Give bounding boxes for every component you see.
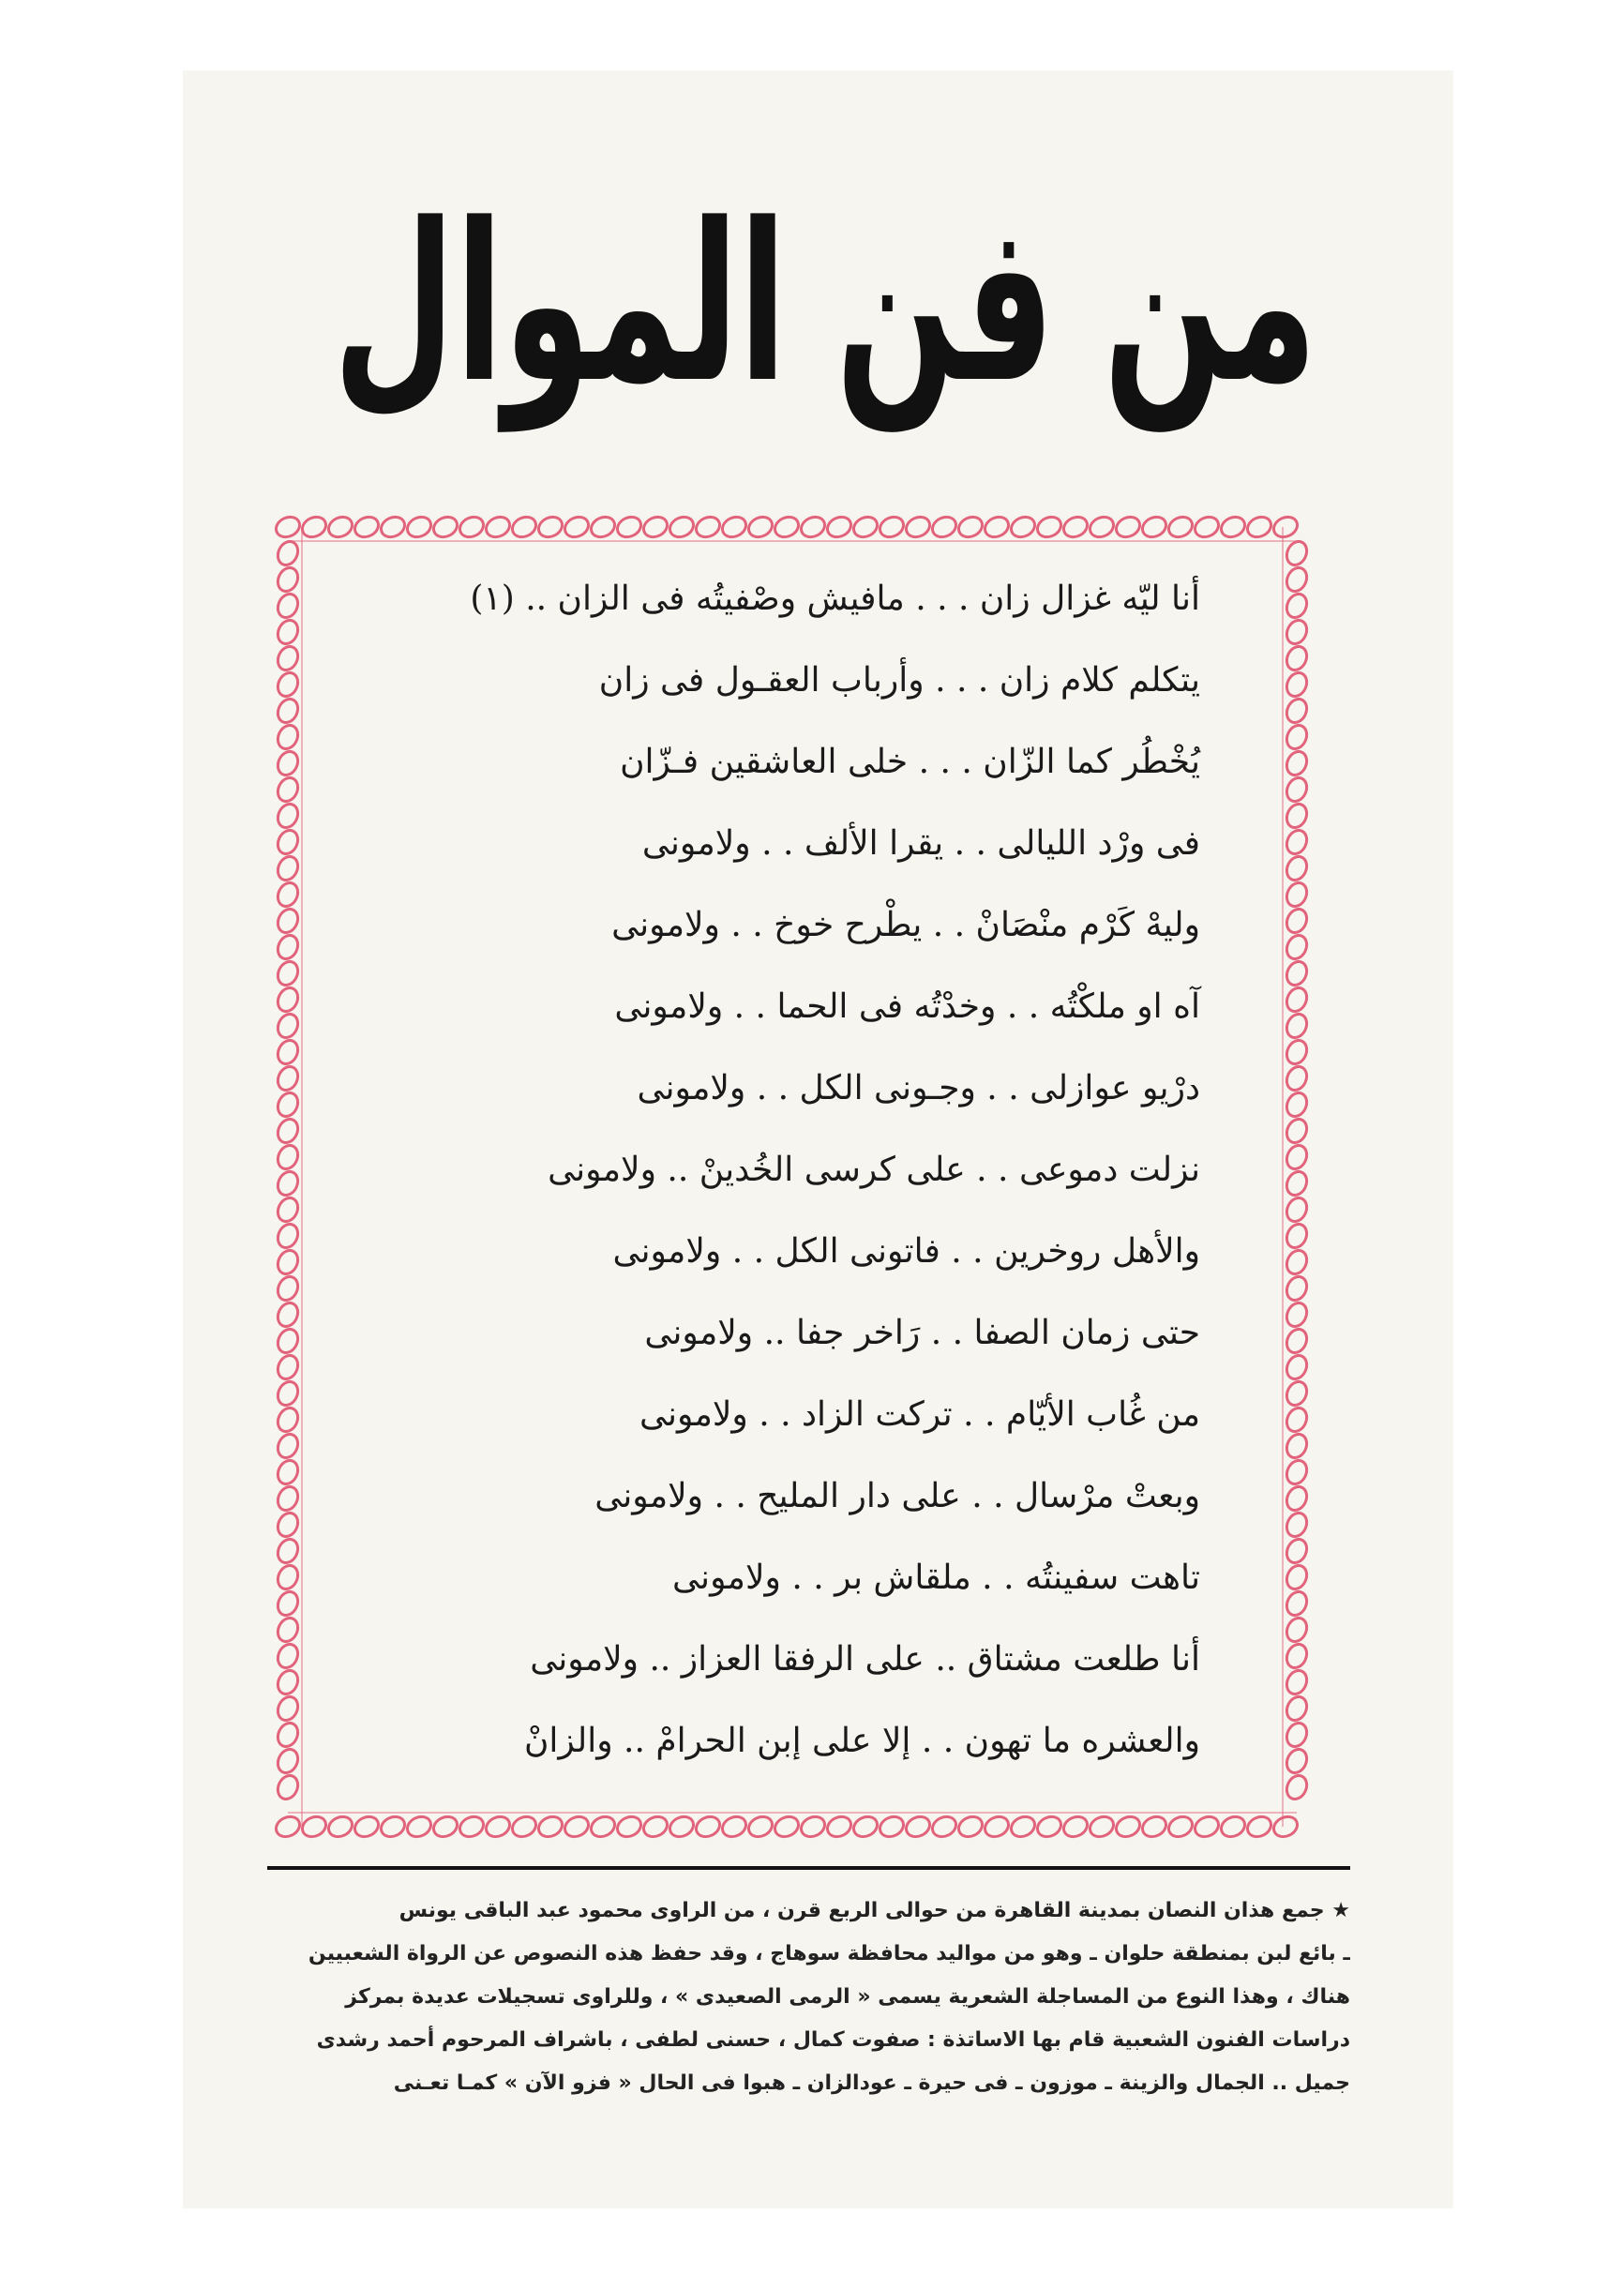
poem-verses xyxy=(338,558,1200,1782)
poem-line: يتكلم كلام زان . . . وأرباب العقـول فى زان xyxy=(598,661,1200,700)
poem-line: درْيو عوازلى . . وجـونى الكل . . ولامونى xyxy=(637,1069,1200,1107)
footnote-line: ★ جمع هذان النصان بمدينة القاهرة من حوالى الربع قرن ، من الراوى محمود عبد الباقى يونس xyxy=(398,1899,1350,1922)
poem-line: وليهْ كَرْم منْصَانْ . . يطْرح خوخ . . ولامونى xyxy=(611,906,1200,944)
footnote-line: دراسات الفنون الشعبية قام بها الاساتذة : صفوت كمال ، حسنى لطفى ، باشراف المرحوم أحمد رشدى xyxy=(316,2028,1350,2052)
footnote-divider xyxy=(267,1866,1350,1870)
footnote-line: جميل .. الجمال والزينة ـ موزون ـ فى حيرة ـ عودالزان ـ هبوا فى الحال « فزو الآن » كمـا تعـنى xyxy=(393,2071,1350,2095)
poem-line: والعشره ما تهون . . إلا على إبن الحرامْ .. والزانْ xyxy=(523,1722,1200,1760)
footnote xyxy=(281,1890,1350,2105)
footnote-line: ـ بائع لبن بمنطقة حلوان ـ وهو من مواليد محافظة سوهاج ، وقد حفظ هذه النصوص عن الرواة الشعبيين xyxy=(308,1942,1350,1965)
poem-line: والأهل روخرين . . فاتونى الكل . . ولامونى xyxy=(612,1232,1200,1271)
poem-line: يُخْطُر كما الزّان . . . خلى العاشقين فـزّان xyxy=(620,743,1200,781)
poem-line: تاهت سفينتُه . . ملقاش بر . . ولامونى xyxy=(672,1559,1200,1597)
poem-line: أنا ليّه غزال زان . . . مافيش وصْفيتُه فى الزان .. (١) xyxy=(470,580,1200,618)
poem-line: أنا طلعت مشتاق .. على الرفقا العزاز .. ولامونى xyxy=(530,1640,1200,1679)
poem-line: وبعتْ مرْسال . . على دار المليح . . ولامونى xyxy=(594,1477,1200,1515)
poem-line: آه او ملكْتُه . . وخدْتُه فى الحما . . ولامونى xyxy=(614,987,1200,1026)
poem-line: من غُاب الأيّام . . تركت الزاد . . ولامونى xyxy=(639,1395,1200,1434)
poem-line: نزلت دموعى . . على كرسى الخُدينْ .. ولامونى xyxy=(548,1151,1200,1189)
poem-line: حتى زمان الصفا . . رَاخر جفا .. ولامونى xyxy=(644,1314,1200,1352)
footnote-line: هناك ، وهذا النوع من المساجلة الشعرية يسمى « الرمى الصعيدى » ، وللراوى تسجيلات عديدة بمركز xyxy=(345,1985,1350,2009)
page-title: من فن الموال xyxy=(333,178,1317,431)
poem-line: فى ورْد الليالى . . يقرا الألف . . ولامونى xyxy=(641,824,1200,863)
